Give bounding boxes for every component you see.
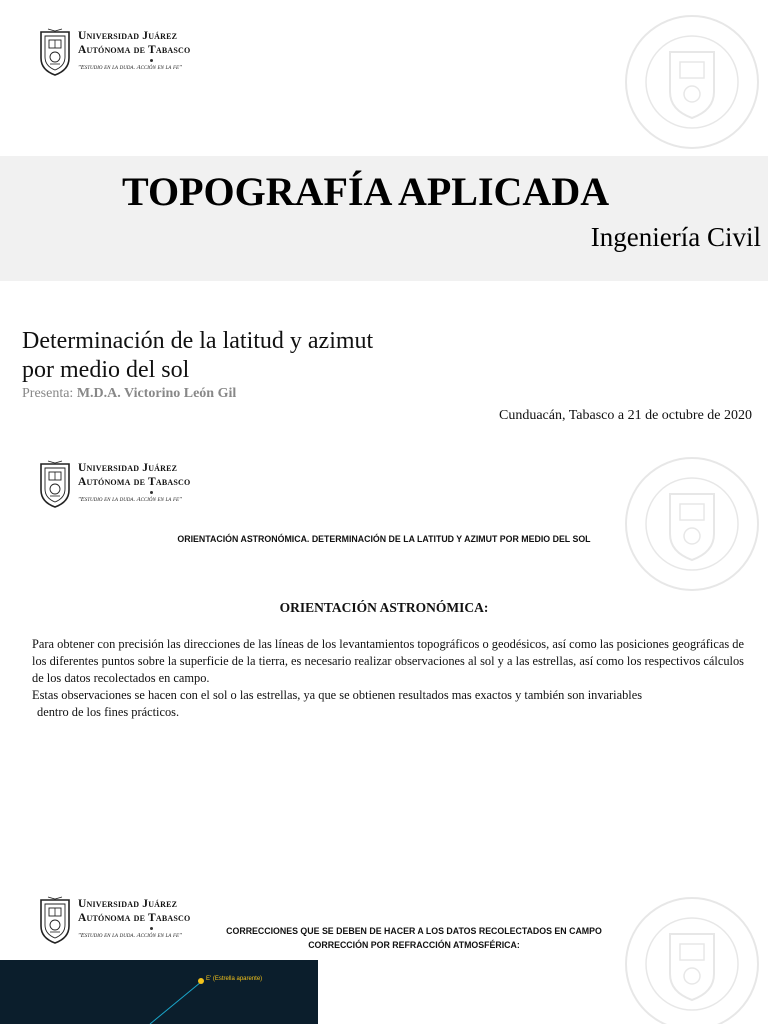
university-name-line1: Universidad Juárez xyxy=(78,898,178,910)
corrections-heading-line2: CORRECCIÓN POR REFRACCIÓN ATMOSFÉRICA: xyxy=(308,940,520,950)
topic-title xyxy=(22,327,442,385)
university-crest-icon xyxy=(38,460,72,508)
logo-dot xyxy=(150,59,153,62)
presenter-label: Presenta: xyxy=(22,386,74,401)
logo-dot xyxy=(150,491,153,494)
university-name-line2: Autónoma de Tabasco xyxy=(78,44,191,56)
university-seal-watermark-icon xyxy=(622,12,762,152)
section-title: ORIENTACIÓN ASTRONÓMICA: xyxy=(279,600,489,615)
content-slide xyxy=(0,436,768,868)
university-name-line1: Universidad Juárez xyxy=(78,30,178,42)
refraction-ray-line xyxy=(0,872,318,1024)
university-motto: "Estudio en la duda. Acción en la fe" xyxy=(78,932,182,939)
presenter-name: M.D.A. Victorino León Gil xyxy=(76,386,237,401)
course-title: TOPOGRAFÍA APLICADA xyxy=(122,169,610,214)
corrections-heading-line1: CORRECCIONES QUE SE DEBEN DE HACER A LOS DATOS RECOLECTADOS EN CAMPO xyxy=(226,926,602,936)
presenter xyxy=(22,386,236,402)
university-crest-icon xyxy=(38,28,72,76)
university-name-line1: Universidad Juárez xyxy=(78,462,178,474)
university-name-line2: Autónoma de Tabasco xyxy=(78,912,191,924)
paragraph-2: Estas observaciones se hacen con el sol o las estrellas, ya que se obtienen resultados mas exactos y también son invariables xyxy=(32,688,643,702)
university-seal-watermark-icon xyxy=(622,894,762,1024)
university-motto: "Estudio en la duda. Acción en la fe" xyxy=(78,496,182,503)
topic-line2: por medio del sol xyxy=(22,357,190,383)
title-slide xyxy=(0,0,768,432)
corrections-slide xyxy=(0,872,768,1024)
place-date: Cunduacán, Tabasco a 21 de octubre de 2020 xyxy=(498,408,752,423)
university-seal-watermark-icon xyxy=(622,454,762,594)
university-logo xyxy=(38,460,218,510)
university-logo xyxy=(38,28,218,78)
paragraph-1: Para obtener con precisión las direcciones de las líneas de los levantamientos topográficos o geodésicos, así como las posiciones geográficas de los diferentes puntos sobre la superficie de la tierra, es necesario realizar observaciones al sol y a las estrellas, así como los respectivos cálculos de los datos recolectados en campo. xyxy=(32,637,744,685)
topic-line1: Determinación de la latitud y azimut xyxy=(22,328,374,354)
slide-heading: ORIENTACIÓN ASTRONÓMICA. DETERMINACIÓN DE LA LATITUD Y AZIMUT POR MEDIO DEL SOL xyxy=(177,534,591,544)
university-name-line2: Autónoma de Tabasco xyxy=(78,476,191,488)
paragraph-3: dentro de los fines prácticos. xyxy=(37,705,180,719)
apparent-star-icon xyxy=(198,978,204,984)
apparent-star-label: E' (Estrella aparente) xyxy=(206,976,263,982)
body-text xyxy=(32,636,744,721)
university-motto: "Estudio en la duda. Acción en la fe" xyxy=(78,64,182,71)
course-subtitle: Ingeniería Civil xyxy=(590,222,761,252)
